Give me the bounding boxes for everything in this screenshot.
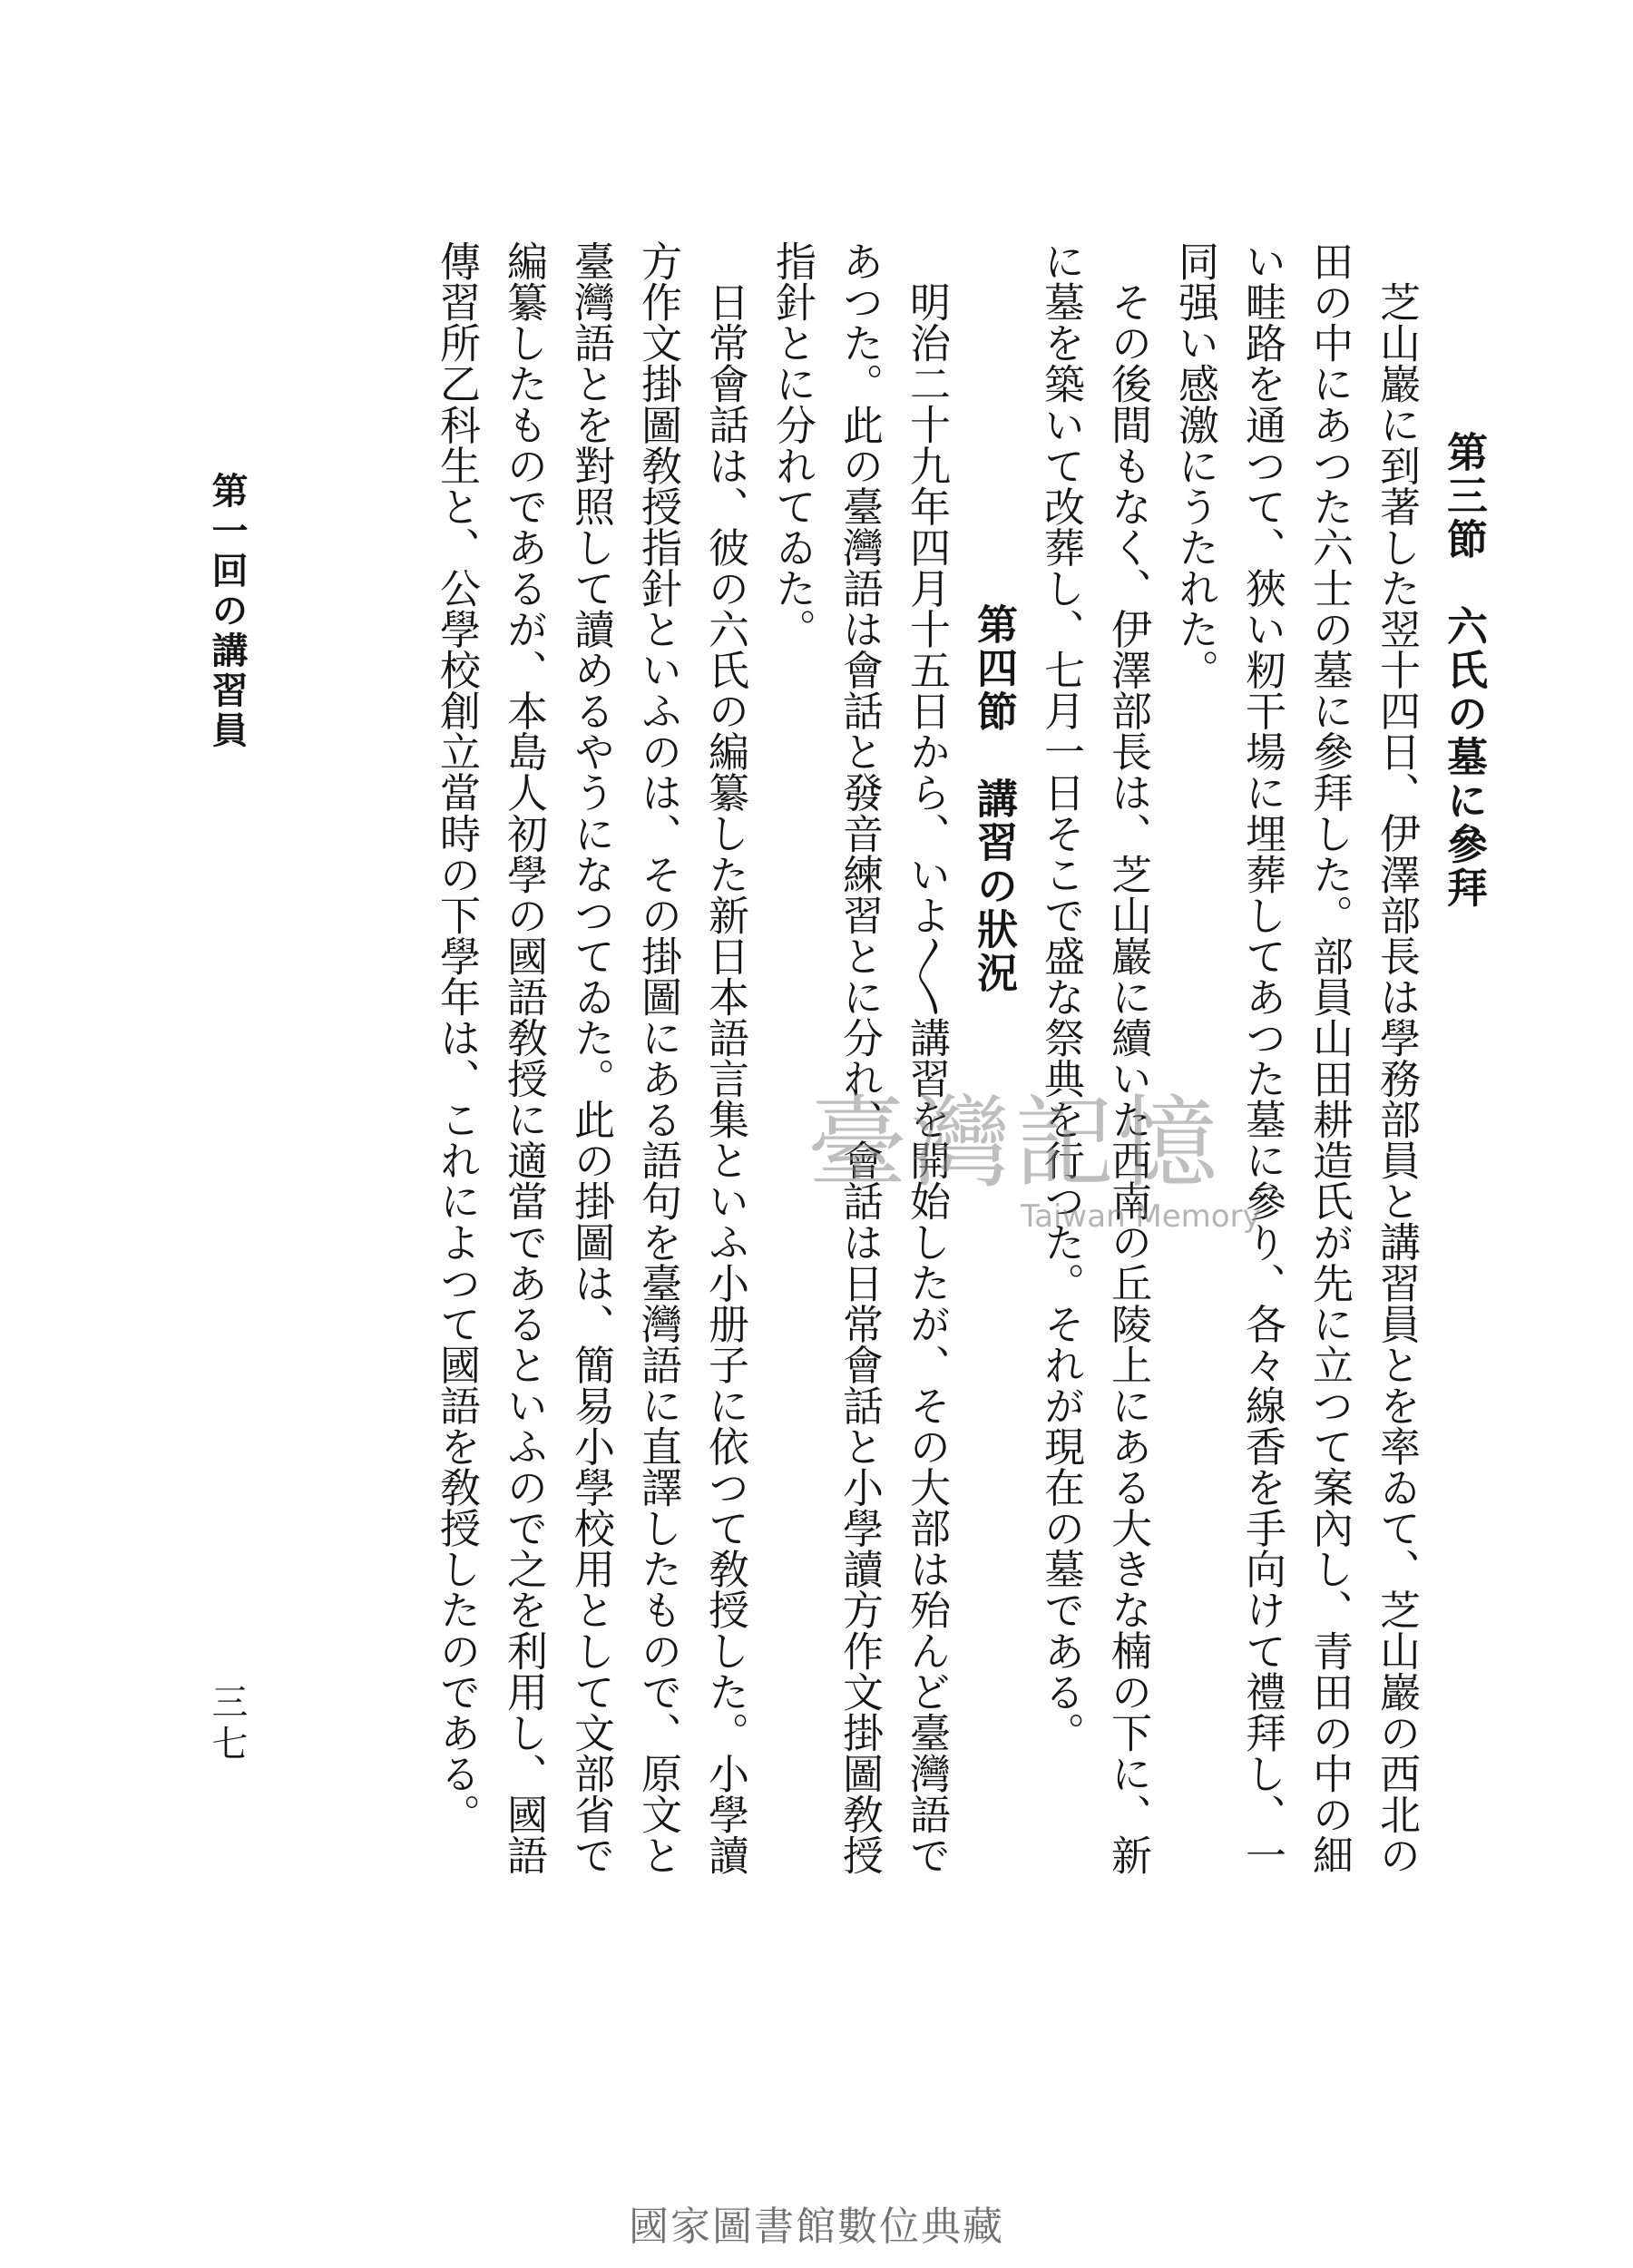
national-library-stamp: 國家圖書館數位典藏 [629,2204,1004,2250]
watermark-english-text: Taiwan Memory [1021,1198,1261,1235]
watermark-cjk-text: 臺灣記憶 [807,1085,1221,1201]
section-4-paragraph-2: 日常會話は、彼の六氏の編纂した新日本語言集といふ小册子に依つて敎授した。小學讀方作文掛圖敎授指針といふのは、その掛圖にある語句を臺灣語に直譯したもので、原文と臺灣語とを對照して讀めるやうになつてゐた。此の掛圖は、簡易小學校用として文部省で編纂したものであるが、本島人初學の國語敎授に適當であるといふので之を利用し、國語傳習所乙科生と、公學校創立當時の下學年は、これによつて國語を敎授したのである。 [433,240,749,1875]
section-3-paragraph-1: 芝山巖に到著した翌十四日、伊澤部長は學務部員と講習員とを率ゐて、芝山巖の西北の田の中にあつた六士の墓に參拜した。部員山田耕造氏が先に立つて案內し、青田の中の細い畦路を通つて、狹い籾干場に埋葬してあつた墓に參り、各々線香を手向けて禮拜し、一同强い感激にうたれた。 [1171,240,1421,1875]
running-footer-title: 第一回の講習員 [206,472,249,751]
taiwan-memory-watermark [807,1085,1261,1235]
section-4-heading: 第四節 講習の狀況 [970,603,1018,995]
section-4-paragraph-1: 明治二十九年四月十五日から、いよ〳〵講習を開始したが、その大部は殆んど臺灣語であつた。此の臺灣語は會話と發音練習とに分れ、會話は日常會話と小學讀方作文掛圖敎授指針とに分れてゐた。 [768,240,951,1875]
section-3-heading: 第三節 六氏の墓に參拜 [1440,431,1488,910]
vertical-text-body [417,240,1497,1901]
section-3-paragraph-2: その後間もなく、伊澤部長は、芝山巖に續いた西南の丘陵上にある大きな楠の下に、新に墓を築いて改葬し、七月一日そこで盛な祭典を行つた。それが現在の墓である。 [1037,240,1152,1875]
page-number: 三七 [206,1683,248,1766]
